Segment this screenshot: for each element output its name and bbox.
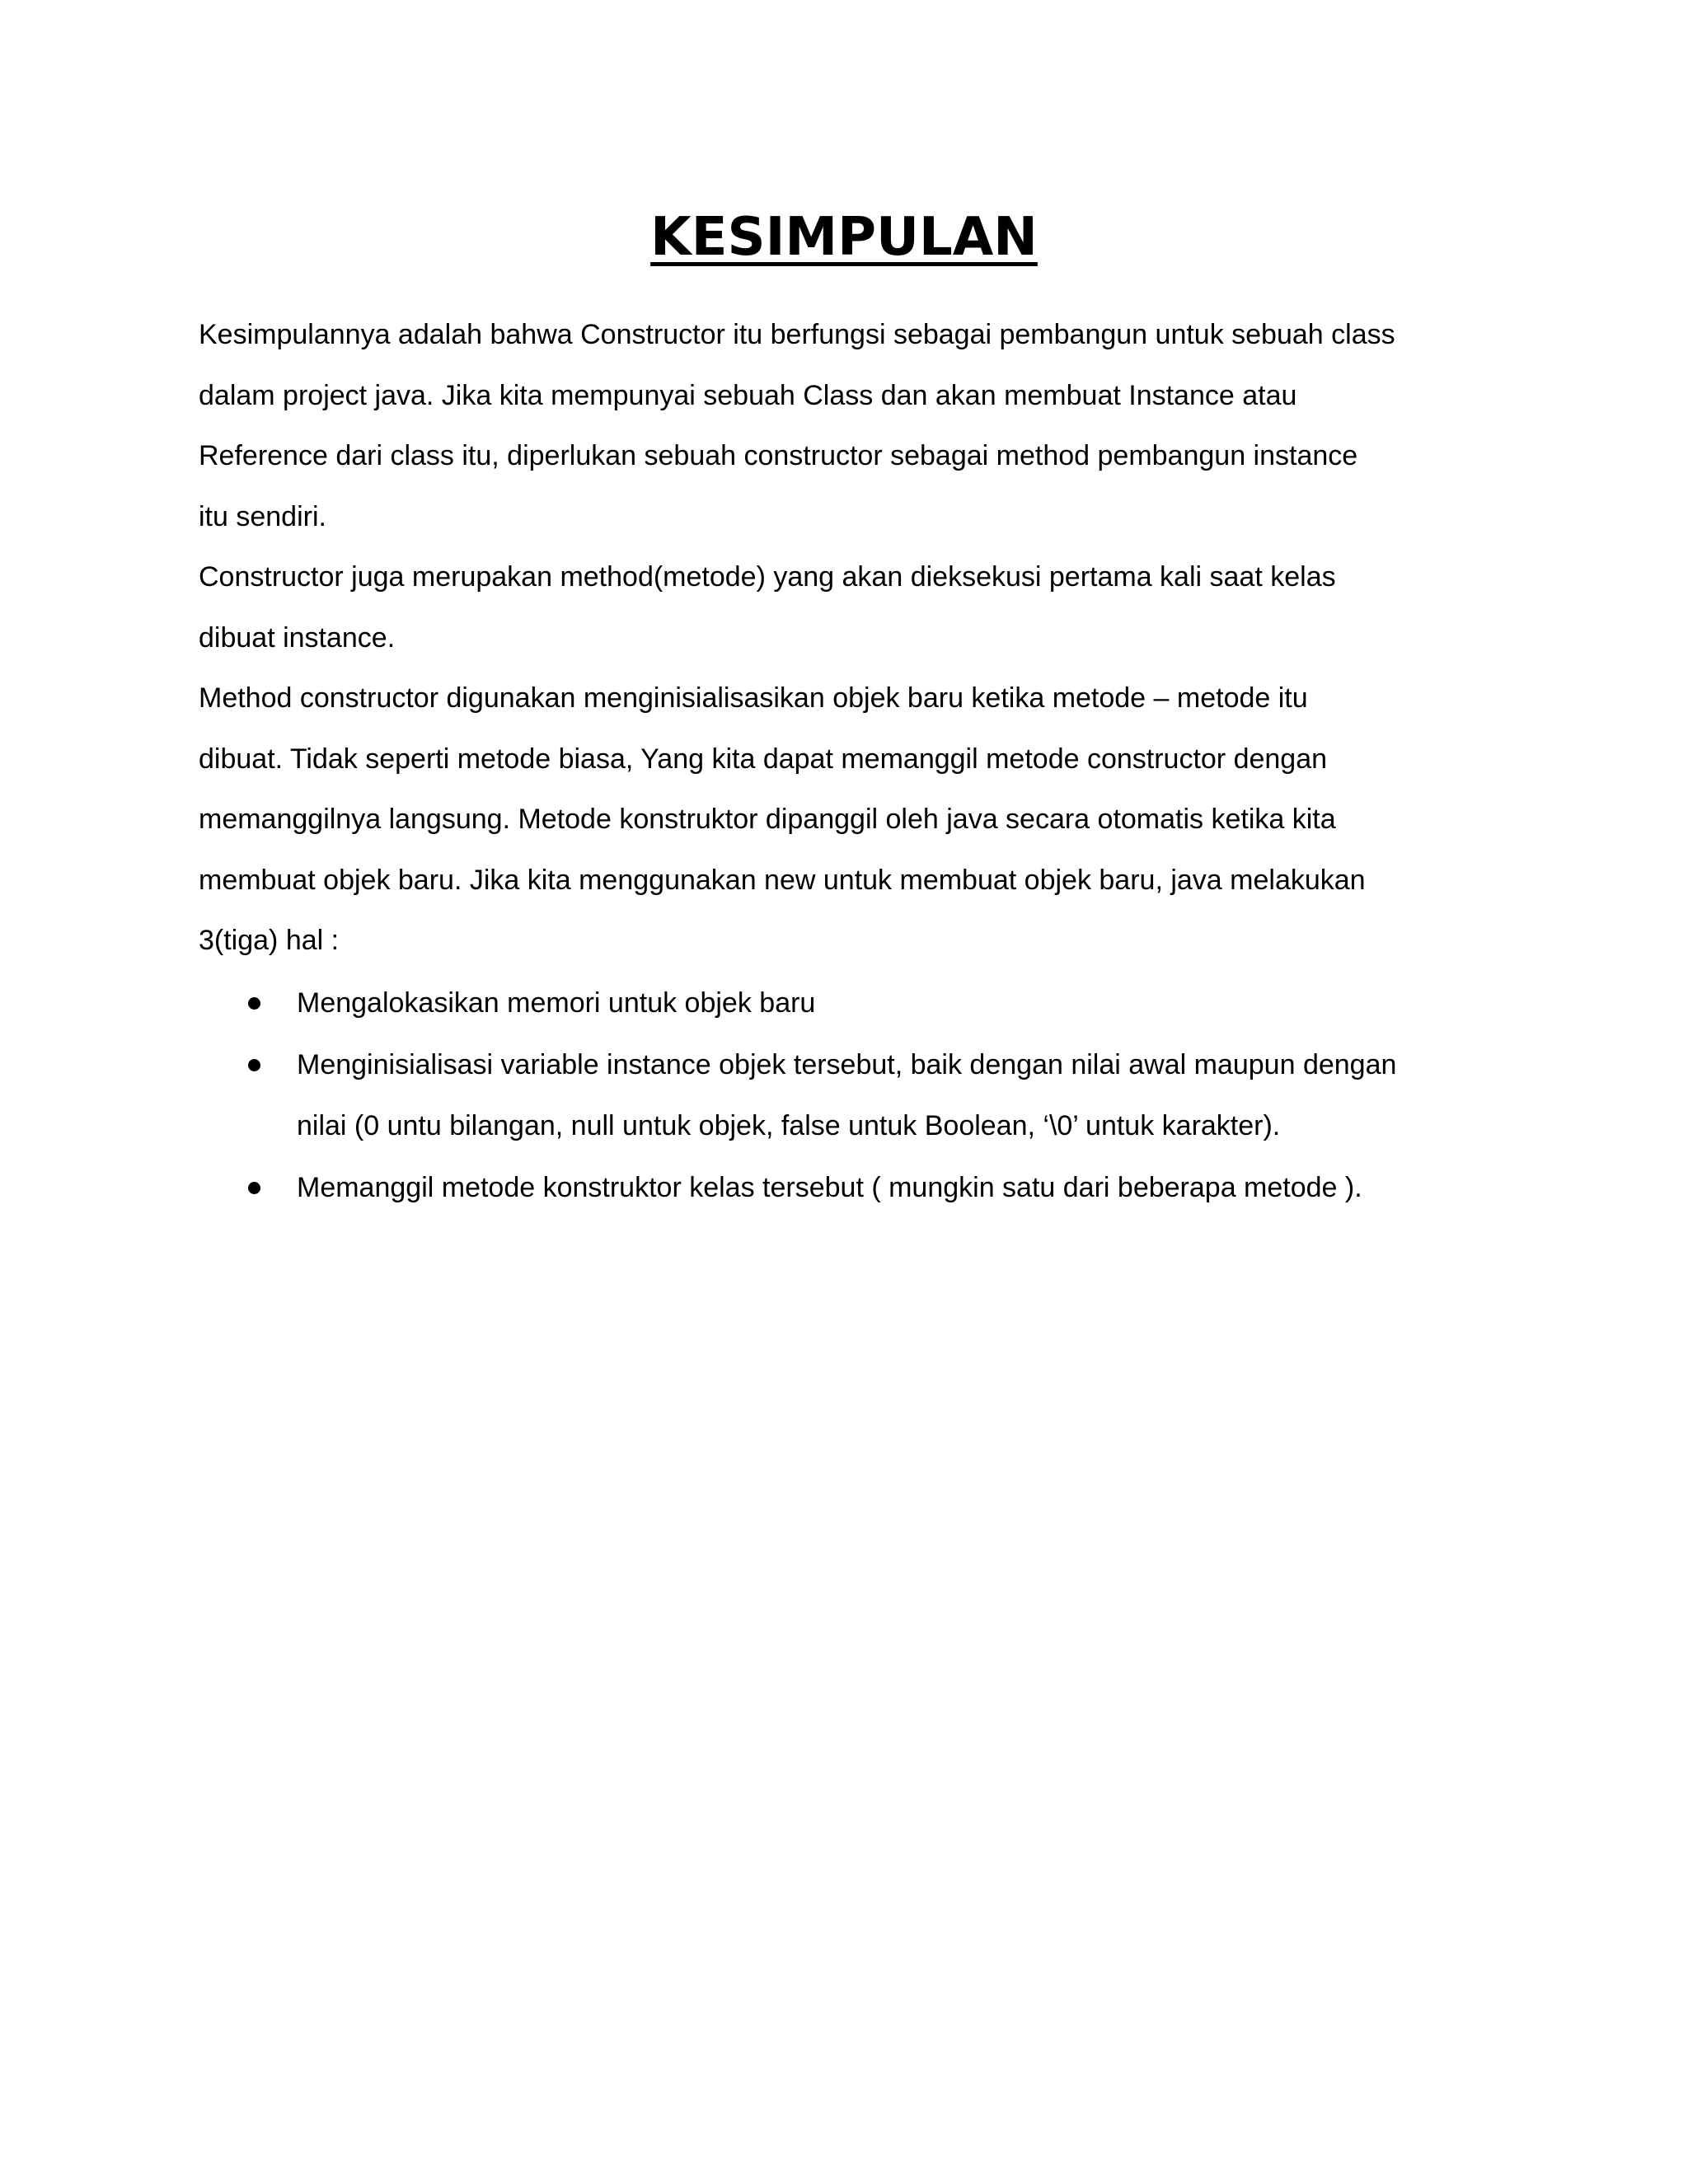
bullet-list xyxy=(199,973,1501,1219)
bullet-line: Menginisialisasi variable instance objek tersebut, baik dengan nilai awal maupun dengan xyxy=(297,1049,1397,1080)
page-title-text: KESIMPULAN xyxy=(650,207,1038,268)
paragraph-3 xyxy=(199,668,1501,972)
bullet-item xyxy=(199,1158,1501,1219)
bullet-line: Memanggil metode konstruktor kelas tersebut ( mungkin satu dari beberapa metode ). xyxy=(297,1172,1362,1203)
paragraph-line: membuat objek baru. Jika kita menggunakan new untuk membuat objek baru, java melakukan xyxy=(199,864,1366,896)
bullet-item xyxy=(199,973,1501,1034)
paragraph-line: itu sendiri. xyxy=(199,500,326,532)
paragraph-line: Reference dari class itu, diperlukan sebuah constructor sebagai method pembangun instance xyxy=(199,440,1358,471)
paragraph-line: dibuat. Tidak seperti metode biasa, Yang kita dapat memanggil metode constructor dengan xyxy=(199,743,1328,775)
paragraph-1 xyxy=(199,305,1501,547)
bullet-line: Mengalokasikan memori untuk objek baru xyxy=(297,987,816,1019)
page-title xyxy=(0,204,1688,270)
paragraph-line: dalam project java. Jika kita mempunyai sebuah Class dan akan membuat Instance atau xyxy=(199,379,1297,411)
paragraph-line: dibuat instance. xyxy=(199,621,396,654)
bullet-dot-icon xyxy=(248,1182,260,1194)
paragraph-line: 3(tiga) hal : xyxy=(199,925,340,956)
paragraph-line: Constructor juga merupakan method(metode) yang akan dieksekusi pertama kali saat kelas xyxy=(199,561,1336,593)
document-body xyxy=(199,305,1501,1219)
bullet-line: nilai (0 untu bilangan, null untuk objek, false untuk Boolean, ‘\0’ untuk karakter). xyxy=(297,1109,1281,1141)
paragraph-line: memanggilnya langsung. Metode konstruktor dipanggil oleh java secara otomatis ketika kita xyxy=(199,804,1336,835)
paragraph-line: Kesimpulannya adalah bahwa Constructor itu berfungsi sebagai pembangun untuk sebuah class xyxy=(199,319,1395,350)
bullet-item xyxy=(199,1035,1501,1156)
bullet-dot-icon xyxy=(248,1059,260,1071)
paragraph-2 xyxy=(199,547,1501,668)
paragraph-line: Method constructor digunakan menginisialisasikan objek baru ketika metode – metode itu xyxy=(199,682,1308,714)
bullet-dot-icon xyxy=(248,997,260,1010)
